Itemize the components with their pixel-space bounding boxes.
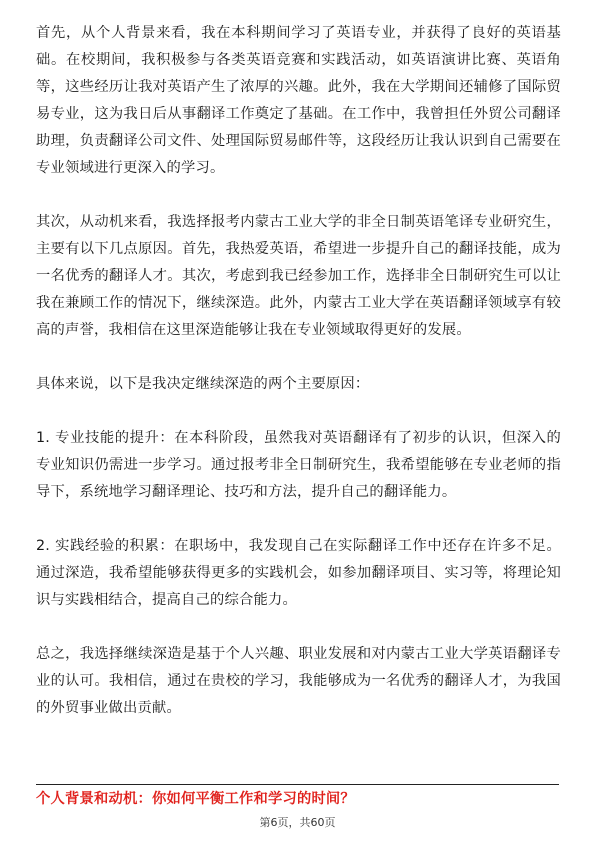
paragraph-conclusion: 总之，我选择继续深造是基于个人兴趣、职业发展和对内蒙古工业大学英语翻译专业的认可。我相信，通过在贵校的学习，我能够成为一名优秀的翻译人才，为我国的外贸事业做出贡献。 [36, 646, 561, 716]
paragraph-motivation: 其次，从动机来看，我选择报考内蒙古工业大学的非全日制英语笔译专业研究生，主要有以下几点原因。首先，我热爱英语，希望进一步提升自己的翻译技能，成为一名优秀的翻译人才。其次，考虑到我已经参加工作，选择非全日制研究生可以让我在兼顾工作的情况下，继续深造。此外，内蒙古工业大学在英语翻译领域享有较高的声誉，我相信在这里深造能够让我在专业领域取得更好的发展。 [36, 214, 561, 338]
paragraph-background: 首先，从个人背景来看，我在本科期间学习了英语专业，并获得了良好的英语基础。在校期间，我积极参与各类英语竞赛和实践活动，如英语演讲比赛、英语角等，这些经历让我对英语产生了浓厚的兴趣。此外，我在大学期间还辅修了国际贸易专业，这为我日后从事翻译工作奠定了基础。在工作中，我曾担任外贸公司翻译助理，负责翻译公司文件、处理国际贸易邮件等，这段经历让我认识到自己需要在专业领域进行更深入的学习。 [36, 25, 561, 176]
question-heading: 个人背景和动机：你如何平衡工作和学习的时间？ [36, 791, 355, 807]
body-text [36, 20, 561, 749]
section-divider [36, 784, 559, 785]
paragraph-reasons-intro: 具体来说，以下是我决定继续深造的两个主要原因： [36, 376, 370, 392]
page-number-footer: 第6页，共60页 [259, 816, 336, 829]
paragraph-reason-practice: 2. 实践经验的积累：在职场中，我发现自己在实际翻译工作中还存在许多不足。通过深造，我希望能够获得更多的实践机会，如参加翻译项目、实习等，将理论知识与实践相结合，提高自己的综合能力。 [36, 538, 561, 608]
paragraph-reason-skills: 1. 专业技能的提升：在本科阶段，虽然我对英语翻译有了初步的认识，但深入的专业知识仍需进一步学习。通过报考非全日制研究生，我希望能够在专业老师的指导下，系统地学习翻译理论、技巧和方法，提升自己的翻译能力。 [36, 430, 561, 500]
